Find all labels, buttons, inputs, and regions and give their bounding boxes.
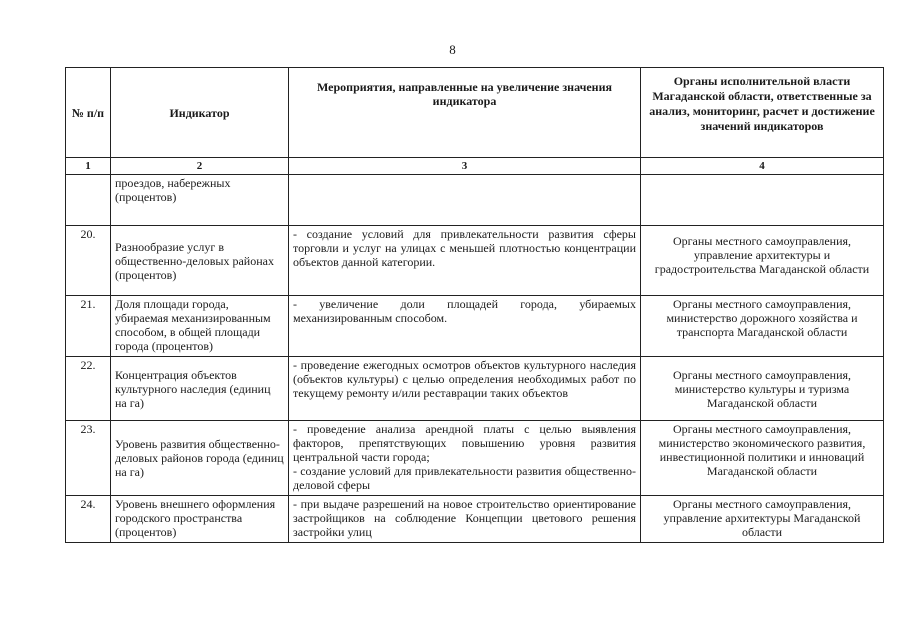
row-measures [289,421,641,496]
row-indicator: Концентрация объектов культурного наследия (единиц на га) [111,357,289,421]
row-number: 21. [66,296,111,357]
row-measures: - при выдаче разрешений на новое строительство ориентирование застройщиков на соблюдение Концепции цветового решения застройки улиц [289,496,641,543]
table-row [66,226,884,296]
row-measures: - увеличение доли площадей города, убираемых механизированным способом. [289,296,641,357]
column-number: 4 [641,158,884,175]
row-organs: Органы местного самоуправления, министерство экономического развития, инвестиционной политики и инноваций Магаданской области [641,421,884,496]
row-number [66,175,111,226]
column-number: 1 [66,158,111,175]
row-indicator: Доля площади города, убираемая механизированным способом, в общей площади города (процентов) [111,296,289,357]
header-organs: Органы исполнительной власти Магаданской области, ответственные за анализ, мониторинг, расчет и достижение значений индикаторов [641,68,884,158]
row-number: 22. [66,357,111,421]
row-indicator: Уровень развития общественно-деловых районов города (единиц на га) [111,421,289,496]
row-number: 23. [66,421,111,496]
column-number: 2 [111,158,289,175]
row-organs: Органы местного самоуправления, министерство дорожного хозяйства и транспорта Магаданской области [641,296,884,357]
row-measures-item: - создание условий для привлекательности развития общественно-деловой сферы [293,464,636,492]
header-indicator: Индикатор [111,68,289,158]
row-organs: Органы местного самоуправления, управление архитектуры и градостроительства Магаданской области [641,226,884,296]
table-row [66,296,884,357]
row-measures-item: - проведение анализа арендной платы с целью выявления факторов, препятствующих повышению уровня развития центральной части города; [293,422,636,464]
header-measures: Мероприятия, направленные на увеличение значения индикатора [289,68,641,158]
row-number: 24. [66,496,111,543]
row-organs [641,175,884,226]
row-organs: Органы местного самоуправления, министерство культуры и туризма Магаданской области [641,357,884,421]
row-measures: - проведение ежегодных осмотров объектов культурного наследия (объектов культуры) с целью определения необходимых работ по текущему ремонту и/или реставрации таких объектов [289,357,641,421]
row-number: 20. [66,226,111,296]
column-number: 3 [289,158,641,175]
column-number-row [66,158,884,175]
header-num: № п/п [66,68,111,158]
table-row [66,421,884,496]
page-number: 8 [449,42,456,57]
table-row [66,357,884,421]
row-indicator: Уровень внешнего оформления городского пространства (процентов) [111,496,289,543]
indicators-table [65,67,884,543]
row-measures [289,175,641,226]
table-row [66,175,884,226]
row-indicator: Разнообразие услуг в общественно-деловых районах (процентов) [111,226,289,296]
row-organs: Органы местного самоуправления, управление архитектуры Магаданской области [641,496,884,543]
table-header-row [66,68,884,158]
row-indicator: проездов, набережных (процентов) [111,175,289,226]
table-row [66,496,884,543]
row-measures: - создание условий для привлекательности развития сферы торговли и услуг на улицах с меньшей плотностью концентрации объектов данной категории. [289,226,641,296]
